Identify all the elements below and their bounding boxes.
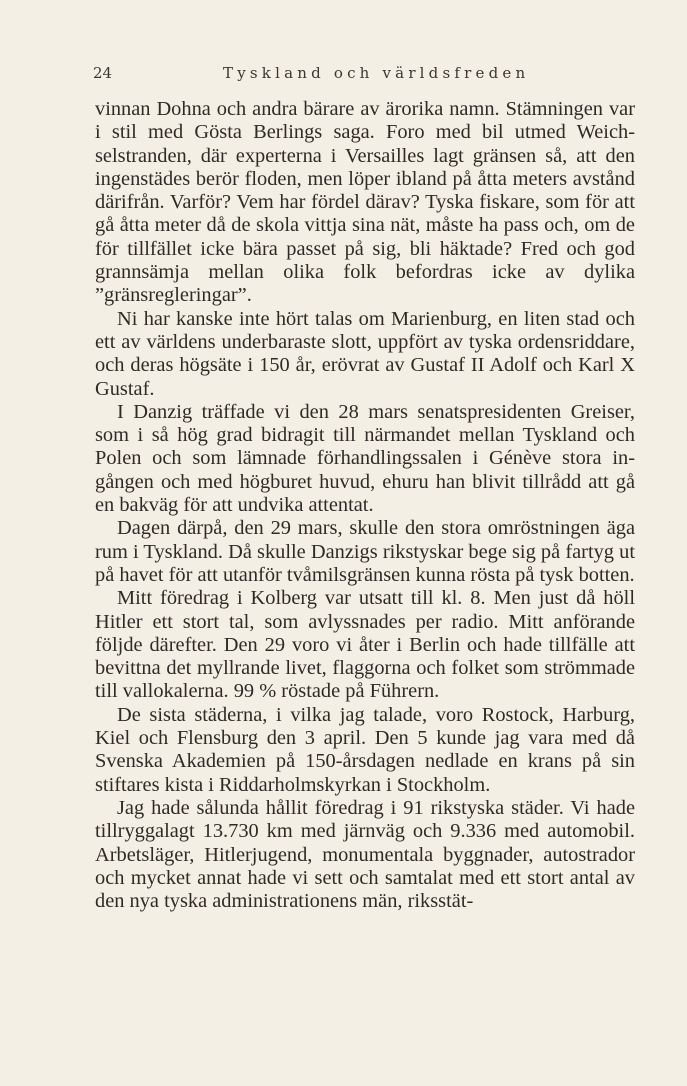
paragraph-kolberg: Mitt föredrag i Kolberg var utsatt till kl. 8. Men just då höll Hitler ett stort tal, som avlyssnades per radio. Mitt anförande följde därefter. Den 29 voro vi åter i Berlin och hade tillfälle att bevittna det myllrande livet, flaggorna och folket som strömmade till vallokalerna. 99 % röstade på Führern.	[95, 587, 635, 703]
paragraph-last-cities: De sista städerna, i vilka jag talade, voro Rostock, Harburg, Kiel och Flensburg den 3 april. Den 5 kunde jag vara med då Svenska Akademien på 150-årsdagen nedlade en krans på sin stiftares kista i Riddarholmskyrkan i Stockholm.	[95, 703, 635, 796]
paragraph-marienburg: Ni har kanske inte hört talas om Marienburg, en liten stad och ett av världens underbaraste slott, uppfört av tyska ordensriddare, och deras högsäte i 150 år, erövrat av Gustaf II Adolf och Karl X Gustaf.	[95, 307, 635, 400]
page-number: 24	[93, 64, 113, 82]
paragraph-vote-day: Dagen därpå, den 29 mars, skulle den stora omröstningen äga rum i Tyskland. Då skulle Danzigs rikstyskar bege sig på fartyg ut på havet för att utanför tvåmilsgränsen kunna rösta på tysk botten.	[95, 517, 635, 586]
running-head	[93, 64, 633, 86]
running-title: Tyskland och världsfreden	[223, 64, 530, 82]
paragraph-summary: Jag hade sålunda hållit föredrag i 91 rikstyska städer. Vi hade tillryggalagt 13.730 km med järnväg och 9.336 med automobil. Arbetsläger, Hitlerjugend, monumentala byggnader, autostrador och mycket annat hade vi sett och samtalat med ett stort antal av den nya tyska administrationens män, riksstät-	[95, 796, 635, 913]
paragraph-danzig: I Danzig träffade vi den 28 mars senatspresidenten Greiser, som i så hög grad bidragit till närmandet mellan Tyskland och Polen och som lämnade förhandlingssalen i Génève stora ingången och med högburet huvud, ehuru han blivit tillrådd att gå en bakväg för att undvika attentat.	[95, 400, 635, 517]
paragraph-continued: vinnan Dohna och andra bärare av ärorika namn. Stämningen var i stil med Gösta Berlings saga. Foro med bil utmed Weichselstranden, där experterna i Versailles lagt gränsen så, att den ingenstädes berör floden, men löper ibland på åtta meters avstånd därifrån. Varför? Vem har fördel därav? Tyska fiskare, som för att gå åtta meter då de skola vittja sina nät, måste ha pass och, om de för tillfället icke bära passet på sig, bli häktade? Fred och god grannsämja mellan olika folk befordras icke av dylika ”gränsregleringar”.	[95, 98, 635, 307]
body-text	[95, 98, 635, 913]
